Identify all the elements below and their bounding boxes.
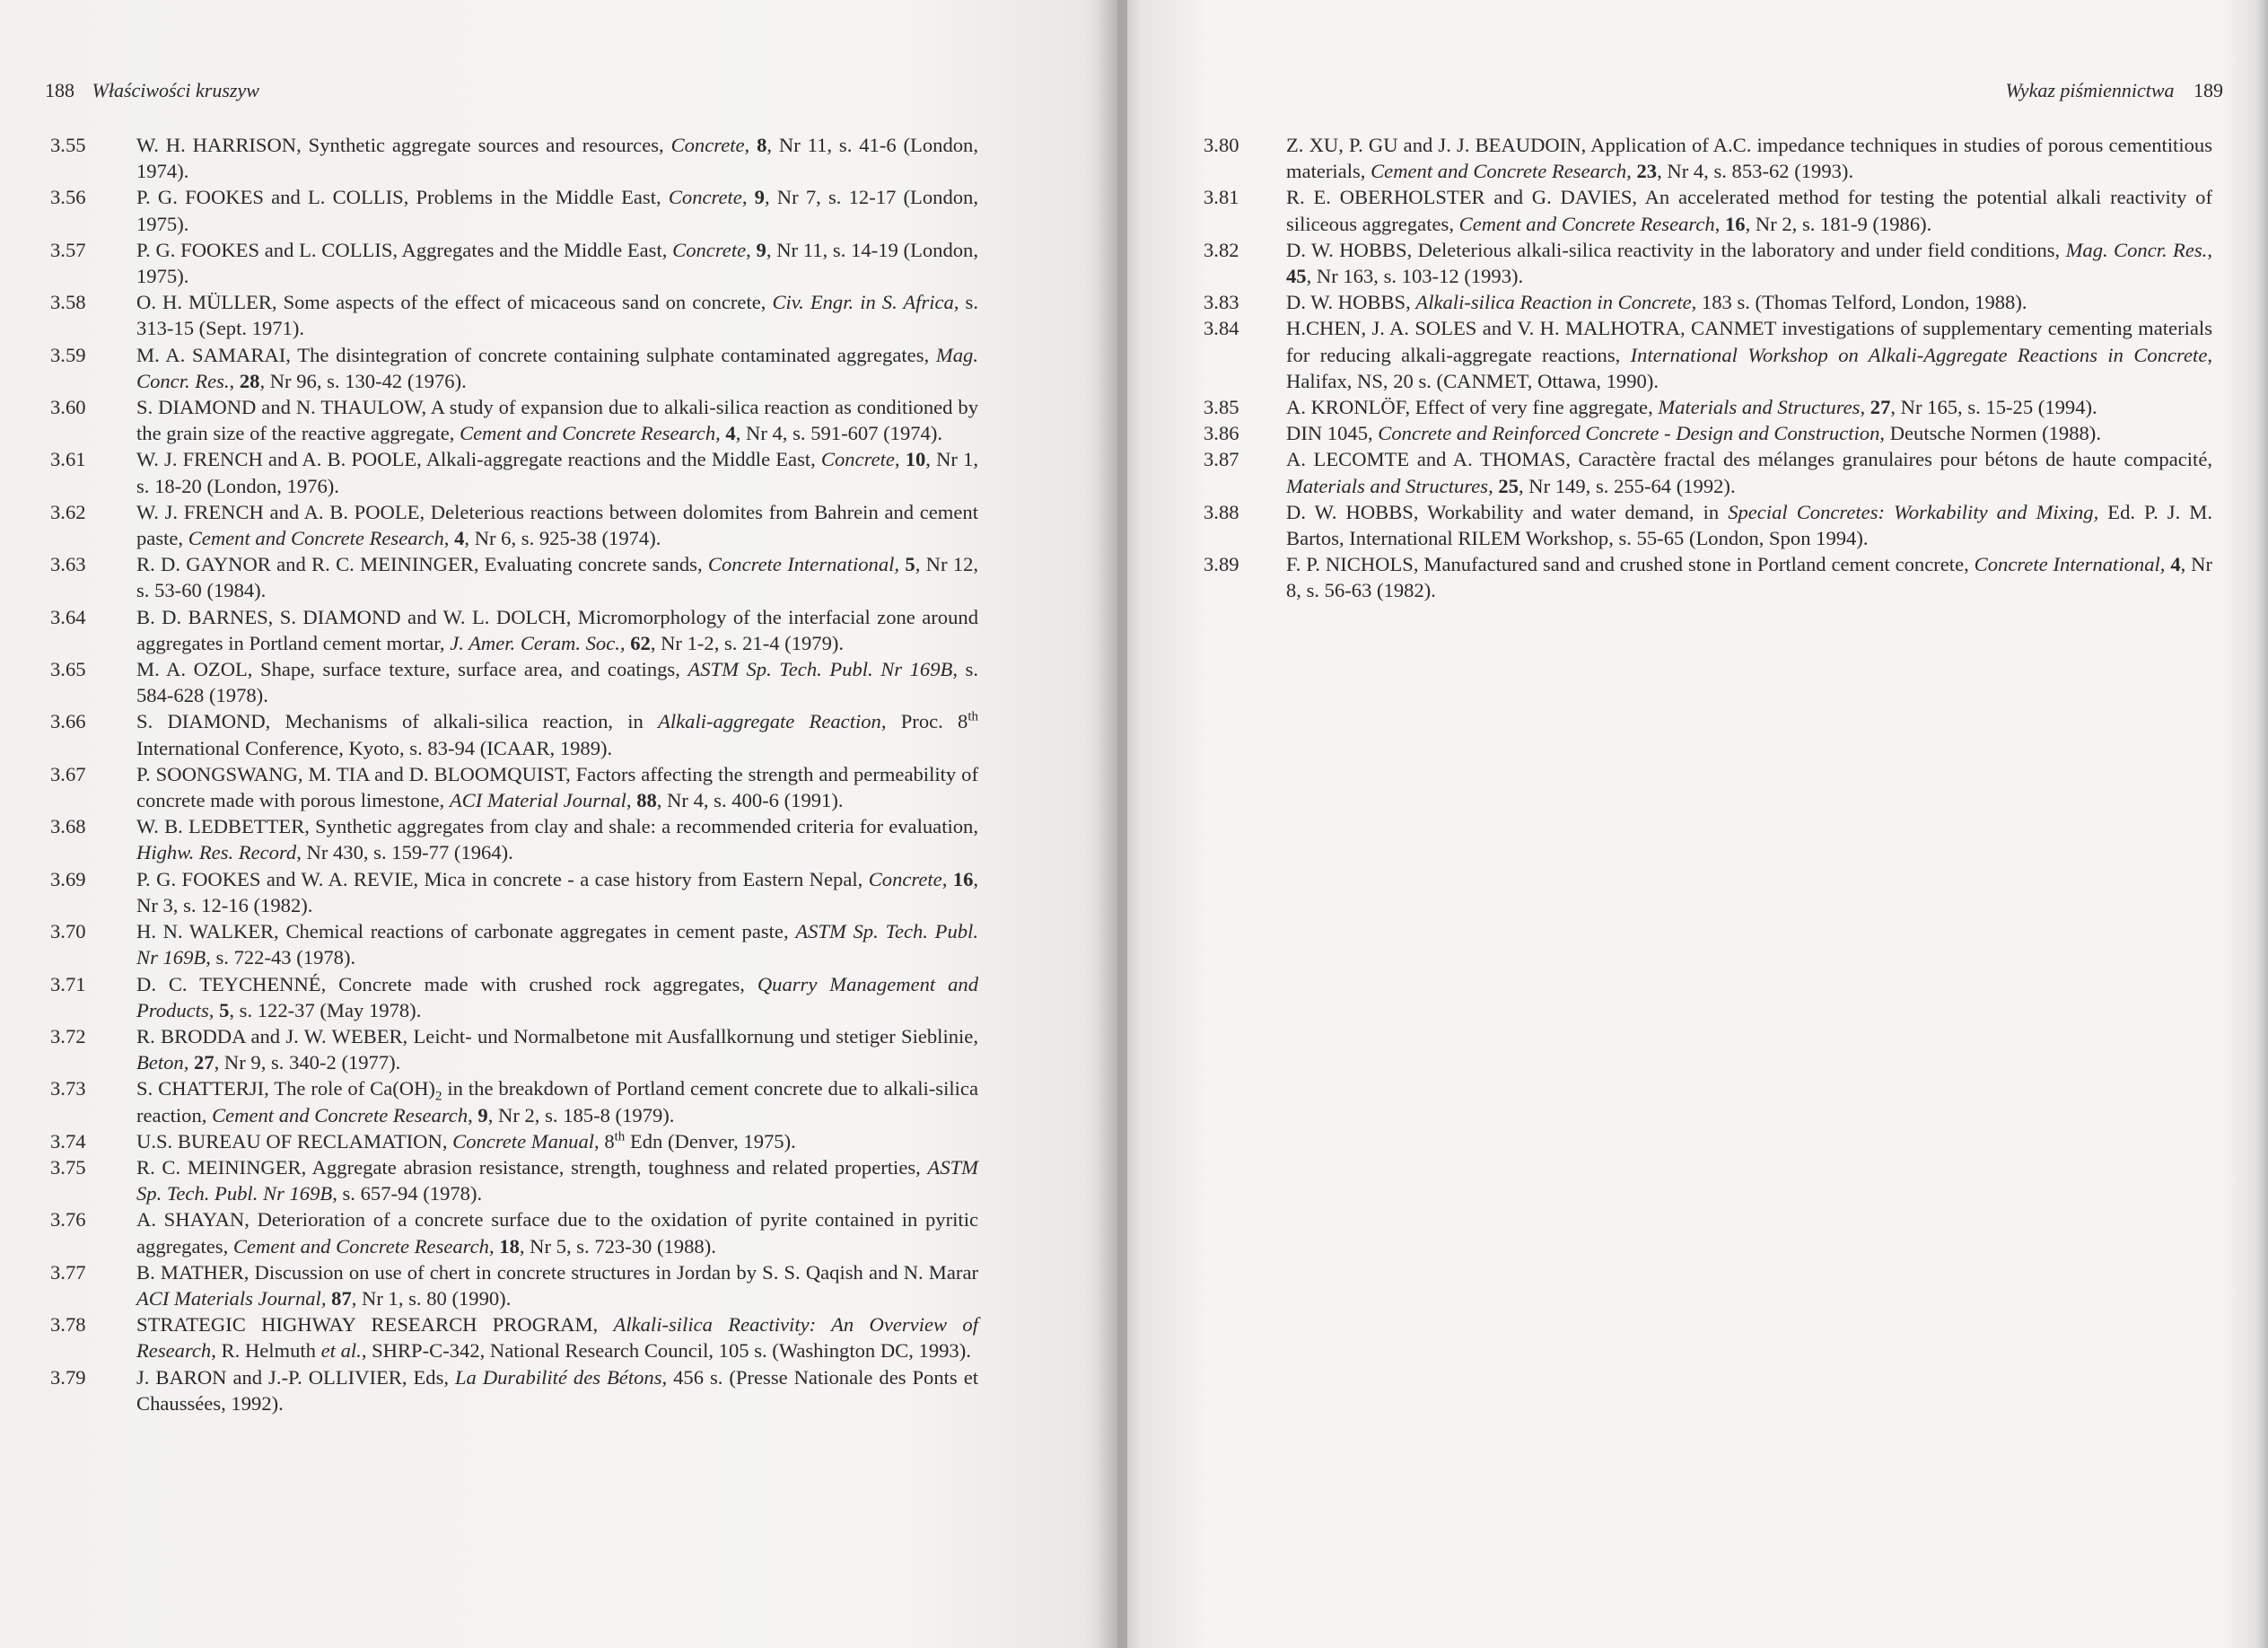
reference-fragment: DIN 1045, [1286,422,1379,445]
reference-text [1286,315,2212,394]
reference-fragment: 87 [331,1286,352,1310]
reference-text [136,1023,978,1075]
reference-fragment: Concrete International, [707,553,900,576]
reference-fragment: 10 [905,448,926,471]
reference-fragment: M. A. SAMARAI, The disintegration of concrete containing sulphate contaminated aggregates, [136,343,936,366]
reference-fragment: ASTM Sp. Tech. Publ. Nr 169B [136,1155,978,1205]
reference-fragment: , Nr 430, s. 159-77 (1964). [296,841,513,864]
reference-fragment: S. DIAMOND and N. THAULOW, A study of expansion due to alkali-silica reaction as conditioned by the grain size of the reactive aggregate, [136,396,978,445]
reference-fragment: , [941,867,953,890]
reference-fragment: Cement and Concrete Research [212,1103,468,1126]
reference-fragment: R. C. MEININGER, Aggregate abrasion resistance, strength, toughness and related properties, [136,1155,928,1179]
reference-fragment: 183 s. (Thomas Telford, London, 1988). [1696,291,2027,314]
reference-entry [1204,132,2212,184]
reference-text [136,1075,978,1127]
reference-entry [50,1259,978,1311]
reference-number: 3.84 [1204,317,1239,340]
reference-fragment: , Nr 6, s. 925-38 (1974). [464,527,661,550]
reference-fragment: P. G. FOOKES and W. A. REVIE, Mica in concrete - a case history from Eastern Nepal, [136,867,869,890]
reference-text [136,1154,978,1206]
reference-fragment: 23 [1636,160,1658,183]
reference-fragment: , [2207,238,2212,261]
running-head: Wykaz piśmiennictwa [2005,79,2175,101]
reference-fragment: , R. Helmuth [211,1339,321,1363]
reference-fragment: 88 [636,789,657,812]
reference-number: 3.64 [50,605,86,628]
reference-fragment: Mag. Concr. Res. [2065,238,2208,261]
reference-number: 3.66 [50,710,86,733]
reference-number: 3.62 [50,500,86,523]
reference-fragment: , 8 [594,1129,615,1153]
reference-fragment: 45 [1286,265,1307,288]
reference-fragment: , Nr 3, s. 12-16 (1982). [136,867,979,916]
reference-fragment: , Nr 1, s. 80 (1990). [351,1286,512,1310]
reference-fragment: La Durabilité des Bétons, [454,1365,668,1389]
reference-fragment: ASTM Sp. Tech. Publ. Nr 169B [136,920,978,969]
reference-text [136,342,978,394]
reference-text [136,813,978,865]
reference-text [136,971,978,1023]
reference-fragment: in the breakdown of Portland cement concrete due to alkali-silica reaction, [136,1077,978,1126]
reference-fragment: , Nr 8, s. 56-63 (1982). [1286,553,2213,602]
reference-fragment: Concrete Manual [452,1129,595,1153]
reference-text [1286,289,2212,315]
reference-fragment: , Nr 1-2, s. 21-4 (1979). [650,631,845,654]
reference-fragment: , Nr 96, s. 130-42 (1976). [259,369,467,392]
reference-fragment: , Nr 5, s. 723-30 (1988). [519,1234,716,1258]
reference-entry [50,813,978,865]
reference-fragment: Z. XU, P. GU and J. J. BEAUDOIN, Application of A.C. impedance techniques in studies of porous cementitious materials, [1286,134,2212,183]
reference-entry [1204,551,2212,603]
reference-fragment: International Conference, Kyoto, s. 83-94 (ICAAR, 1989). [136,736,613,759]
reference-text [136,394,978,446]
reference-number: 3.86 [1204,422,1239,445]
reference-entry [50,237,978,289]
reference-fragment: Concrete [820,448,895,471]
reference-number: 3.85 [1204,396,1239,419]
reference-number: 3.74 [50,1129,86,1153]
reference-entry [50,499,978,551]
reference-fragment: , [488,1234,500,1258]
reference-fragment: A. SHAYAN, Deterioration of a concrete surface due to the oxidation of pyrite contained in pyritic aggregates, [136,1208,978,1258]
reference-fragment: Cement and Concrete Research [232,1234,489,1258]
right-page [1117,0,2268,1648]
reference-fragment: 9 [754,186,765,209]
reference-fragment: S. CHATTERJI, The role of Ca(OH) [136,1077,435,1100]
reference-fragment: D. W. HOBBS, Deleterious alkali-silica reactivity in the laboratory and under field conditions, [1286,238,2066,261]
reference-entry [1204,394,2212,420]
reference-number: 3.60 [50,396,86,419]
reference-text [136,1128,978,1154]
reference-text [136,551,978,603]
book-gutter [1097,0,1127,1648]
reference-fragment: , Deutsche Normen (1988). [1879,422,2101,445]
reference-fragment: , Proc. 8 [880,710,968,733]
reference-fragment: P. G. FOOKES and L. COLLIS, Aggregates and the Middle East, [136,238,673,261]
reference-fragment: 18 [499,1234,520,1258]
reference-entry [50,1364,978,1416]
reference-fragment: ACI Materials Journal, [136,1286,327,1310]
reference-fragment: s. 313-15 (Sept. 1971). [136,291,978,340]
reference-entry [50,1128,978,1154]
reference-entry [50,1075,978,1127]
reference-number: 3.78 [50,1313,86,1337]
reference-entry [50,971,978,1023]
reference-fragment: , Nr 2, s. 181-9 (1986). [1745,212,1932,235]
reference-number: 3.80 [1204,134,1239,156]
reference-entry [50,132,978,184]
reference-fragment: , Nr 149, s. 255-64 (1992). [1519,474,1736,497]
reference-number: 3.63 [50,553,86,576]
reference-fragment: Materials and Structures, [1286,474,1493,497]
reference-fragment: Mag. Concr. Res. [136,343,978,392]
reference-fragment: 2 [434,1089,442,1104]
reference-fragment: ACI Material Journal [449,789,626,812]
reference-number: 3.68 [50,815,86,838]
reference-fragment: Beton, [136,1051,189,1074]
reference-text [136,184,978,236]
reference-fragment: Ed. P. J. M. Bartos, International RILEM Workshop, s. 55-65 (London, Spon 1994). [1286,500,2213,550]
reference-entry [1204,315,2212,394]
reference-text [1286,237,2212,289]
reference-text [1286,551,2212,603]
reference-fragment: 9 [756,238,766,261]
reference-fragment: , [229,369,240,392]
reference-fragment: International Workshop on Alkali-Aggregate Reactions in Concrete [1630,343,2208,366]
reference-fragment: Concrete [668,186,742,209]
reference-number: 3.88 [1204,500,1239,523]
reference-fragment: Quarry Management and Products, [136,972,978,1021]
reference-entry [50,656,978,708]
reference-fragment: W. B. LEDBETTER, Synthetic aggregates from clay and shale: a recommended criteria for evaluation, [136,815,978,838]
reference-text [136,1364,978,1416]
reference-fragment: STRATEGIC HIGHWAY RESEARCH PROGRAM, [136,1313,614,1337]
reference-fragment: , [1714,212,1725,235]
reference-fragment: P. G. FOOKES and L. COLLIS, Problems in the Middle East, [136,186,669,209]
reference-fragment: 5 [219,998,230,1021]
reference-fragment: 27 [1870,396,1891,419]
reference-text [1286,446,2212,498]
reference-text [136,446,978,498]
reference-fragment: , Halifax, NS, 20 s. (CANMET, Ottawa, 1990). [1286,343,2213,392]
reference-fragment: , Nr 7, s. 12-17 (London, 1975). [136,186,978,235]
reference-entry [1204,420,2212,446]
reference-entry [50,446,978,498]
reference-fragment: O. H. MÜLLER, Some aspects of the effect of micaceous sand on concrete, [136,291,773,314]
reference-fragment: , Nr 11, s. 14-19 (London, 1975). [136,238,978,288]
reference-text [1286,420,2212,446]
reference-fragment: th [968,709,978,724]
reference-fragment: , [443,527,455,550]
reference-text [136,866,978,918]
reference-fragment: et al. [320,1339,362,1363]
reference-fragment: W. J. FRENCH and A. B. POOLE, Deleterious reactions between dolomites from Bahrein and cement paste, [136,500,978,550]
reference-entry [50,1154,978,1206]
reference-fragment: , [741,186,755,209]
reference-number: 3.58 [50,291,86,314]
reference-fragment: J. Amer. Ceram. Soc., [450,631,626,654]
reference-text [136,1206,978,1258]
reference-number: 3.75 [50,1155,86,1179]
reference-fragment: W. H. HARRISON, Synthetic aggregate sources and resources, [136,134,671,156]
reference-fragment: , Nr 4, s. 591-607 (1974). [735,422,943,445]
reference-number: 3.73 [50,1077,86,1100]
reference-fragment: th [614,1129,626,1144]
reference-entry [50,342,978,394]
reference-fragment: D. W. HOBBS, Workability and water demand, in [1286,500,1729,523]
reference-entry [50,1023,978,1075]
reference-number: 3.89 [1204,553,1239,576]
running-head: Właściwości kruszyw [92,79,259,101]
reference-fragment: , s. 722-43 (1978). [206,946,356,969]
reference-fragment: , s. 657-94 (1978). [332,1182,483,1205]
reference-text [136,1259,978,1311]
reference-entry [50,1311,978,1363]
reference-fragment: 4 [2170,553,2181,576]
reference-text [136,708,978,760]
page-number: 189 [2194,79,2223,101]
reference-list [50,132,978,1416]
reference-number: 3.79 [50,1365,86,1389]
reference-fragment: , [744,134,757,156]
reference-entry [50,1206,978,1258]
reference-entry [1204,499,2212,551]
reference-fragment: Edn (Denver, 1975). [625,1129,796,1153]
reference-entry [50,604,978,656]
reference-fragment: 62 [630,631,651,654]
reference-number: 3.72 [50,1024,86,1048]
reference-number: 3.56 [50,186,86,209]
reference-text [136,656,978,708]
reference-entry [50,918,978,970]
reference-text [1286,184,2212,236]
reference-fragment: 4 [454,527,465,550]
reference-fragment: Alkali-silica Reaction in Concrete, [1415,291,1697,314]
page-number: 188 [45,79,74,101]
reference-entry [50,708,978,760]
reference-fragment: 5 [905,553,915,576]
reference-fragment: Special Concretes: Workability and Mixing, [1728,500,2099,523]
reference-fragment: Alkali-silica Reactivity: An Overview of Research [136,1313,978,1363]
reference-number: 3.61 [50,448,86,471]
reference-entry [50,866,978,918]
reference-fragment: , Nr 4, s. 400-6 (1991). [656,789,844,812]
reference-text [1286,394,2212,420]
reference-entry [50,289,978,341]
reference-fragment: Highw. Res. Record [136,841,297,864]
reference-fragment: , Nr 11, s. 41-6 (London, 1974). [136,134,978,183]
reference-fragment: , Nr 9, s. 340-2 (1977). [214,1051,401,1074]
reference-number: 3.55 [50,134,86,156]
reference-fragment: D. W. HOBBS, [1286,291,1416,314]
reference-fragment: , [626,789,637,812]
reference-fragment: 4 [725,422,736,445]
reference-number: 3.71 [50,972,86,995]
reference-entry [50,184,978,236]
reference-fragment: 456 s. (Presse Nationale des Ponts et Chaussées, 1992). [136,1365,978,1415]
reference-fragment: , [715,422,726,445]
reference-number: 3.87 [1204,448,1239,471]
reference-text [1286,499,2212,551]
reference-fragment: A. KRONLÖF, Effect of very fine aggregate, [1286,396,1659,419]
reference-fragment: , Nr 165, s. 15-25 (1994). [1890,396,2097,419]
reference-entry [50,394,978,446]
reference-fragment: Concrete [672,238,747,261]
right-page-header [2006,79,2224,102]
reference-fragment: J. BARON and J.-P. OLLIVIER, Eds, [136,1365,455,1389]
reference-number: 3.57 [50,238,86,261]
reference-number: 3.65 [50,658,86,681]
reference-number: 3.59 [50,343,86,366]
reference-fragment: , [746,238,757,261]
reference-fragment: 27 [194,1051,215,1074]
reference-fragment: H.CHEN, J. A. SOLES and V. H. MALHOTRA, CANMET investigations of supplementary cementing materials for reducing alkali-aggregate reactions, [1286,317,2212,366]
reference-fragment: , Nr 2, s. 185-8 (1979). [487,1103,675,1126]
reference-fragment: , SHRP-C-342, National Research Council, 105 s. (Washington DC, 1993). [361,1339,971,1363]
reference-number: 3.82 [1204,238,1239,261]
reference-fragment: , s. 122-37 (May 1978). [229,998,422,1021]
left-page [0,0,1117,1648]
reference-fragment: Concrete and Reinforced Concrete - Design and Construction [1378,422,1880,445]
reference-entry [1204,237,2212,289]
reference-fragment: M. A. OZOL, Shape, surface texture, surface area, and coatings, [136,658,688,681]
reference-fragment: Cement and Concrete Research [460,422,716,445]
reference-entry [1204,289,2212,315]
reference-fragment: Alkali-aggregate Reaction [658,710,881,733]
reference-text [1286,132,2212,184]
reference-fragment: P. SOONGSWANG, M. TIA and D. BLOOMQUIST, Factors affecting the strength and permeability of concrete made with porous limestone, [136,762,978,812]
reference-fragment: Concrete [670,134,745,156]
reference-fragment: F. P. NICHOLS, Manufactured sand and crushed stone in Portland cement concrete, [1286,553,1975,576]
reference-fragment: H. N. WALKER, Chemical reactions of carbonate aggregates in cement paste, [136,920,796,943]
reference-fragment: 9 [477,1103,488,1126]
reference-number: 3.83 [1204,291,1239,314]
reference-fragment: B. MATHER, Discussion on use of chert in concrete structures in Jordan by S. S. Qaqish and N. Marar [136,1260,978,1284]
reference-text [136,237,978,289]
reference-text [136,761,978,813]
reference-number: 3.67 [50,762,86,785]
reference-fragment: , s. 584-628 (1978). [136,658,978,707]
reference-number: 3.70 [50,920,86,943]
reference-fragment: , Nr 12, s. 53-60 (1984). [136,553,979,602]
reference-text [136,132,978,184]
reference-number: 3.77 [50,1260,86,1284]
left-page-header [45,79,259,102]
reference-fragment: Civ. Engr. in S. Africa, [772,291,959,314]
reference-text [136,499,978,551]
reference-fragment: U.S. BUREAU OF RECLAMATION, [136,1129,453,1153]
reference-entry [1204,184,2212,236]
reference-text [136,918,978,970]
reference-list [1204,132,2212,604]
reference-entry [50,551,978,603]
reference-fragment: Concrete International, [1974,553,2166,576]
reference-fragment: , Nr 1, s. 18-20 (London, 1976). [136,448,979,497]
reference-fragment: A. LECOMTE and A. THOMAS, Caractère fractal des mélanges granulaires pour bétons de haute compacité, [1286,448,2212,471]
reference-text [136,1311,978,1363]
reference-fragment: Cement and Concrete Research, [1370,160,1632,183]
reference-fragment: , [894,448,906,471]
reference-fragment: Cement and Concrete Research [188,527,444,550]
reference-number: 3.69 [50,867,86,890]
reference-fragment: R. E. OBERHOLSTER and G. DAVIES, An accelerated method for testing the potential alkali reactivity of siliceous aggregates, [1286,186,2212,235]
reference-number: 3.81 [1204,186,1239,209]
reference-number: 3.76 [50,1208,86,1232]
reference-fragment: , [468,1103,478,1126]
reference-text [136,289,978,341]
reference-fragment: R. D. GAYNOR and R. C. MEININGER, Evaluating concrete sands, [136,553,708,576]
reference-fragment: B. D. BARNES, S. DIAMOND and W. L. DOLCH, Micromorphology of the interfacial zone around aggregates in Portland cement mortar, [136,605,978,654]
reference-entry [50,761,978,813]
reference-fragment: Materials and Structures, [1658,396,1866,419]
reference-fragment: 8 [757,134,767,156]
reference-fragment: 16 [1724,212,1746,235]
reference-fragment: S. DIAMOND, Mechanisms of alkali-silica reaction, in [136,710,659,733]
reference-fragment: , Nr 163, s. 103-12 (1993). [1306,265,1524,288]
reference-fragment: 25 [1498,474,1519,497]
reference-fragment: Concrete [868,867,942,890]
reference-fragment: 28 [239,369,260,392]
reference-fragment: R. BRODDA and J. W. WEBER, Leicht- und Normalbetone mit Ausfallkornung und stetiger Sieblinie, [136,1024,978,1048]
reference-fragment: W. J. FRENCH and A. B. POOLE, Alkali-aggregate reactions and the Middle East, [136,448,821,471]
reference-text [136,604,978,656]
reference-fragment: Cement and Concrete Research [1458,212,1715,235]
reference-fragment: 16 [952,867,974,890]
reference-fragment: , Nr 4, s. 853-62 (1993). [1657,160,1854,183]
reference-entry [1204,446,2212,498]
reference-fragment: ASTM Sp. Tech. Publ. Nr 169B [687,658,953,681]
reference-fragment: D. C. TEYCHENNÉ, Concrete made with crushed rock aggregates, [136,972,757,995]
